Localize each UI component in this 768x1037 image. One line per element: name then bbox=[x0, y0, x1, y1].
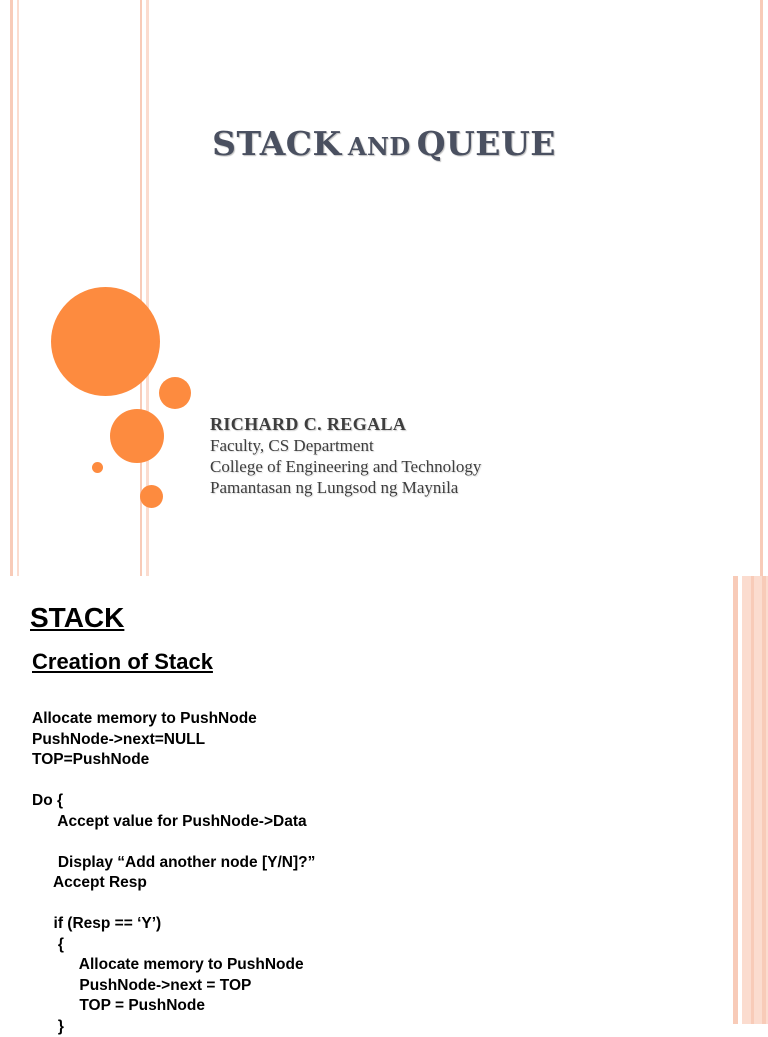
stack-slide bbox=[0, 576, 768, 1024]
large-orange-circle bbox=[51, 287, 160, 396]
decorative-stripe bbox=[762, 576, 766, 1024]
code-line: if (Resp == ‘Y’) bbox=[32, 914, 315, 935]
slide-title bbox=[0, 124, 768, 163]
medium-orange-circle bbox=[110, 409, 164, 463]
author-affiliation-line: Faculty, CS Department bbox=[210, 435, 481, 456]
code-line: Allocate memory to PushNode bbox=[32, 709, 315, 730]
code-line: } bbox=[32, 1017, 315, 1037]
slide-subheading: Creation of Stack bbox=[32, 649, 213, 675]
code-line bbox=[32, 894, 315, 915]
small-orange-circle bbox=[140, 485, 163, 508]
code-line: PushNode->next=NULL bbox=[32, 730, 315, 751]
code-line: Allocate memory to PushNode bbox=[32, 955, 315, 976]
pseudocode-block bbox=[32, 709, 315, 1037]
code-line: TOP=PushNode bbox=[32, 750, 315, 771]
author-affiliation-line: Pamantasan ng Lungsod ng Maynila bbox=[210, 477, 481, 498]
code-line: Accept value for PushNode->Data bbox=[32, 812, 315, 833]
code-line bbox=[32, 771, 315, 792]
author-name: RICHARD C. REGALA bbox=[210, 414, 481, 435]
code-line: Display “Add another node [Y/N]?” bbox=[32, 853, 315, 874]
code-line: TOP = PushNode bbox=[32, 996, 315, 1017]
decorative-stripe bbox=[17, 0, 19, 576]
tiny-orange-circle bbox=[92, 462, 103, 473]
title-word-and: AND bbox=[348, 132, 411, 161]
decorative-stripe bbox=[733, 576, 738, 1024]
decorative-stripe bbox=[10, 0, 13, 576]
code-line: Do { bbox=[32, 791, 315, 812]
decorative-stripe bbox=[760, 0, 763, 576]
author-block bbox=[210, 414, 481, 498]
title-word-queue: QUEUE bbox=[417, 124, 556, 163]
code-line: { bbox=[32, 935, 315, 956]
small-orange-circle bbox=[159, 377, 191, 409]
decorative-stripe bbox=[751, 576, 754, 1024]
author-affiliation-line: College of Engineering and Technology bbox=[210, 456, 481, 477]
code-line: Accept Resp bbox=[32, 873, 315, 894]
code-line: PushNode->next = TOP bbox=[32, 976, 315, 997]
title-word-stack: STACK bbox=[212, 124, 342, 163]
code-line bbox=[32, 832, 315, 853]
slide-heading: STACK bbox=[30, 602, 124, 634]
